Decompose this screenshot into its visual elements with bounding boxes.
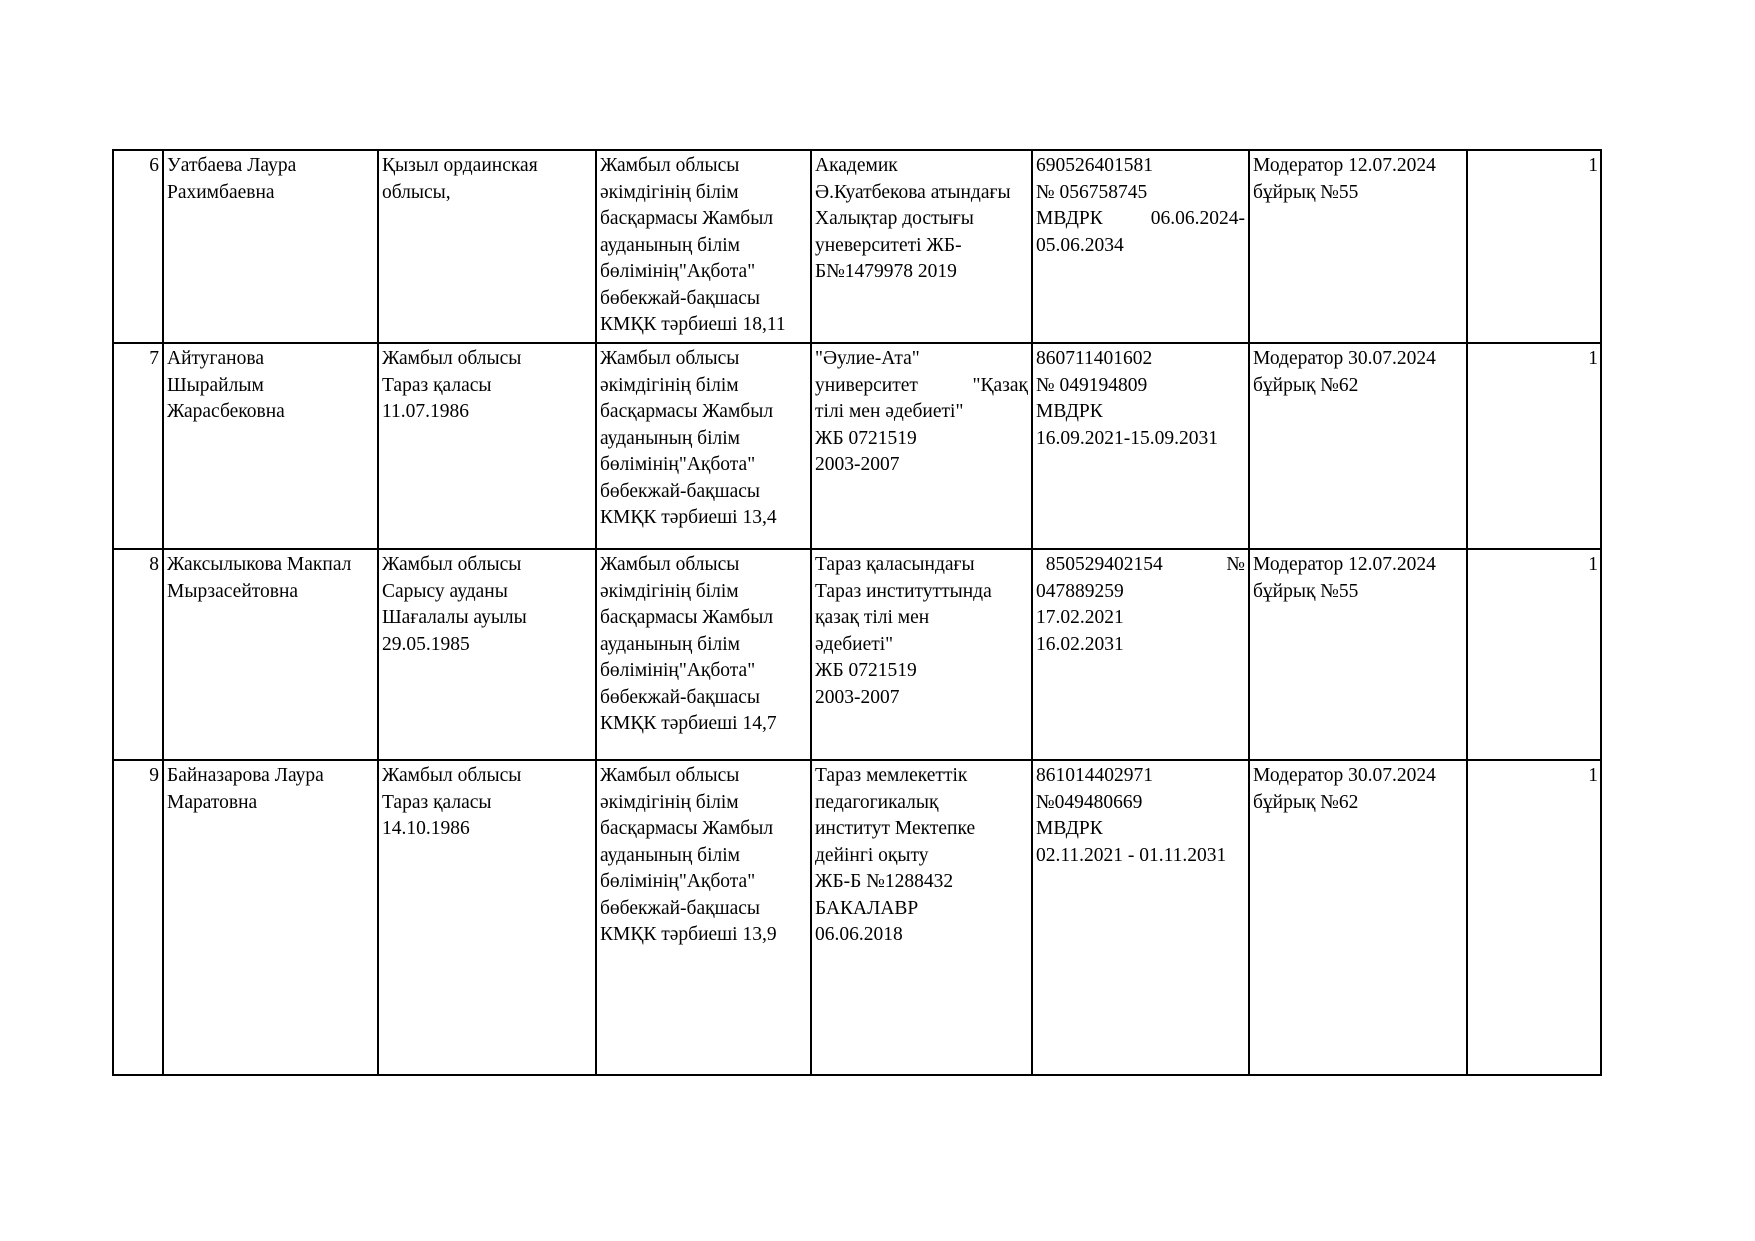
cell-line: бұйрық №62 (1253, 374, 1359, 396)
cell-line: бұйрық №62 (1253, 791, 1359, 813)
cell-line-part: 06.06.2024- (1150, 208, 1245, 229)
cell-line: бөбекжай-бақшасы (600, 686, 760, 708)
cell-line: Жамбыл облысы (600, 554, 740, 575)
cell-line: ЖБ 0721519 (815, 427, 917, 449)
cell-line: Академик (815, 155, 898, 176)
row-number-cell: 7 (113, 343, 163, 549)
cell-line: бөбекжай-бақшасы (600, 897, 760, 919)
cell-line: басқармасы Жамбыл (600, 818, 774, 839)
birth-place-date-cell (378, 150, 596, 343)
cell-line: 14.10.1986 (382, 818, 470, 839)
staff-table (112, 149, 1602, 1076)
cell-line: № 056758745 (1036, 181, 1148, 203)
cell-line: КМҚК тәрбиеші 14,7 (600, 713, 777, 734)
cell-line: Тараз қаласындағы (815, 554, 975, 575)
cell-line: 2003-2007 (815, 454, 900, 475)
cell-line: Қызыл ордаинская (382, 155, 538, 176)
cell-line-part: университет (815, 374, 918, 396)
workplace-position-cell (596, 760, 811, 1075)
cell-line: облысы, (382, 181, 451, 203)
cell-line: 047889259 (1036, 580, 1124, 602)
cell-line: басқармасы Жамбыл (600, 607, 774, 628)
count-cell: 1 (1467, 343, 1601, 549)
education-cell (811, 150, 1032, 343)
cell-line: Айтуганова (167, 348, 264, 369)
cell-line: Сарысу ауданы (382, 580, 508, 602)
cell-line: ауданының білім (600, 844, 740, 866)
cell-line: Рахимбаевна (167, 181, 275, 203)
cell-line: "Әулие-Ата" (815, 348, 920, 369)
cell-line: бұйрық №55 (1253, 580, 1359, 602)
cell-line: 860711401602 (1036, 348, 1153, 369)
cell-line: Байназарова Лаура (167, 765, 324, 786)
cell-line: Жамбыл облысы (600, 155, 740, 176)
cell-line: бөбекжай-бақшасы (600, 480, 760, 502)
cell-line: әкімдігінің білім (600, 181, 739, 203)
cell-line-part: МВДРК (1036, 208, 1103, 229)
cell-line: Жамбыл облысы (382, 348, 522, 369)
cell-line: Тараз қаласы (382, 374, 492, 396)
cell-line: 29.05.1985 (382, 633, 470, 655)
education-cell (811, 760, 1032, 1075)
full-name-cell (163, 760, 378, 1075)
cell-line: Жаксылыкова Макпал (167, 554, 352, 575)
certificate-cell (1032, 549, 1249, 760)
cell-line: Модератор 12.07.2024 (1253, 554, 1436, 575)
cell-line-part: 850529402154 (1036, 554, 1163, 575)
qualification-category-cell (1249, 343, 1467, 549)
cell-line: КМҚК тәрбиеші 18,11 (600, 314, 786, 335)
qualification-category-cell (1249, 760, 1467, 1075)
cell-line: дейінгі оқыту (815, 844, 929, 866)
cell-line: бөлімінің"Ақбота" (600, 871, 756, 892)
cell-line: 02.11.2021 - 01.11.2031 (1036, 844, 1227, 866)
certificate-cell (1032, 760, 1249, 1075)
table-row (113, 549, 1601, 760)
cell-line: Шырайлым (167, 374, 264, 396)
cell-line: ауданының білім (600, 633, 740, 655)
cell-line: ЖБ 0721519 (815, 660, 917, 681)
cell-line: әкімдігінің білім (600, 791, 739, 813)
cell-line: Жарасбековна (167, 401, 285, 422)
cell-line: қазақ тілі мен (815, 607, 930, 628)
cell-line: Халықтар достығы (815, 208, 974, 229)
cell-line: әкімдігінің білім (600, 580, 739, 602)
cell-line: уневерситеті ЖБ- (815, 234, 962, 256)
cell-line: әкімдігінің білім (600, 374, 739, 396)
cell-line: 06.06.2018 (815, 924, 903, 945)
education-cell (811, 549, 1032, 760)
cell-line: бұйрық №55 (1253, 181, 1359, 203)
cell-line: Б№1479978 2019 (815, 261, 957, 282)
cell-line: Уатбаева Лаура (167, 155, 297, 176)
qualification-category-cell (1249, 549, 1467, 760)
cell-line: Жамбыл облысы (382, 765, 522, 786)
cell-line: №049480669 (1036, 791, 1143, 813)
full-name-cell (163, 150, 378, 343)
full-name-cell (163, 343, 378, 549)
count-cell: 1 (1467, 150, 1601, 343)
qualification-category-cell (1249, 150, 1467, 343)
certificate-cell (1032, 343, 1249, 549)
cell-line: педагогикалық (815, 791, 939, 813)
document-page (112, 149, 1600, 1076)
cell-line: 11.07.1986 (382, 401, 470, 422)
cell-line: бөлімінің"Ақбота" (600, 454, 756, 475)
workplace-position-cell (596, 549, 811, 760)
cell-line: бөлімінің"Ақбота" (600, 261, 756, 282)
row-number-cell: 8 (113, 549, 163, 760)
education-cell (811, 343, 1032, 549)
certificate-cell (1032, 150, 1249, 343)
cell-line: бөбекжай-бақшасы (600, 287, 760, 309)
cell-line: БАКАЛАВР (815, 897, 919, 919)
cell-line: 16.02.2031 (1036, 633, 1124, 655)
cell-line: ауданының білім (600, 234, 740, 256)
cell-line: 16.09.2021-15.09.2031 (1036, 427, 1218, 449)
row-number-cell: 9 (113, 760, 163, 1075)
cell-line: Модератор 30.07.2024 (1253, 348, 1436, 369)
cell-line: Мырзасейтовна (167, 580, 299, 602)
row-number-cell: 6 (113, 150, 163, 343)
cell-line: Модератор 12.07.2024 (1253, 155, 1436, 176)
cell-line (1036, 552, 1245, 579)
cell-line: әдебиеті" (815, 633, 894, 655)
cell-line: тілі мен әдебиеті" (815, 401, 964, 422)
cell-line: Маратовна (167, 791, 258, 813)
cell-line: басқармасы Жамбыл (600, 208, 774, 229)
table-body (113, 150, 1601, 1075)
cell-line: 2003-2007 (815, 686, 900, 708)
count-cell: 1 (1467, 549, 1601, 760)
cell-line: Жамбыл облысы (600, 348, 740, 369)
cell-line: МВДРК (1036, 401, 1103, 422)
cell-line: 861014402971 (1036, 765, 1153, 786)
table-row (113, 150, 1601, 343)
table-row (113, 343, 1601, 549)
birth-place-date-cell (378, 343, 596, 549)
cell-line (815, 373, 1028, 400)
cell-line-part: "Қазақ (972, 374, 1028, 396)
cell-line-part: № (1226, 554, 1245, 575)
cell-line: Жамбыл облысы (600, 765, 740, 786)
cell-line: 05.06.2034 (1036, 234, 1124, 256)
cell-line: Тараз институттында (815, 580, 992, 602)
cell-line: № 049194809 (1036, 374, 1148, 396)
cell-line: институт Мектепке (815, 818, 976, 839)
cell-line: КМҚК тәрбиеші 13,4 (600, 507, 777, 528)
full-name-cell (163, 549, 378, 760)
cell-line: Модератор 30.07.2024 (1253, 765, 1436, 786)
cell-line: басқармасы Жамбыл (600, 401, 774, 422)
cell-line: КМҚК тәрбиеші 13,9 (600, 924, 777, 945)
cell-line (1036, 206, 1245, 233)
cell-line: Ә.Куатбекова атындағы (815, 181, 1011, 203)
cell-line: бөлімінің"Ақбота" (600, 660, 756, 681)
cell-line: МВДРК (1036, 818, 1103, 839)
cell-line: Тараз мемлекеттік (815, 765, 968, 786)
workplace-position-cell (596, 150, 811, 343)
cell-line: 17.02.2021 (1036, 607, 1124, 628)
birth-place-date-cell (378, 549, 596, 760)
cell-line: ЖБ-Б №1288432 (815, 871, 954, 892)
cell-line: ауданының білім (600, 427, 740, 449)
birth-place-date-cell (378, 760, 596, 1075)
table-row (113, 760, 1601, 1075)
cell-line: 690526401581 (1036, 155, 1153, 176)
count-cell: 1 (1467, 760, 1601, 1075)
cell-line: Тараз қаласы (382, 791, 492, 813)
cell-line: Шағалалы ауылы (382, 607, 527, 628)
cell-line: Жамбыл облысы (382, 554, 522, 575)
workplace-position-cell (596, 343, 811, 549)
